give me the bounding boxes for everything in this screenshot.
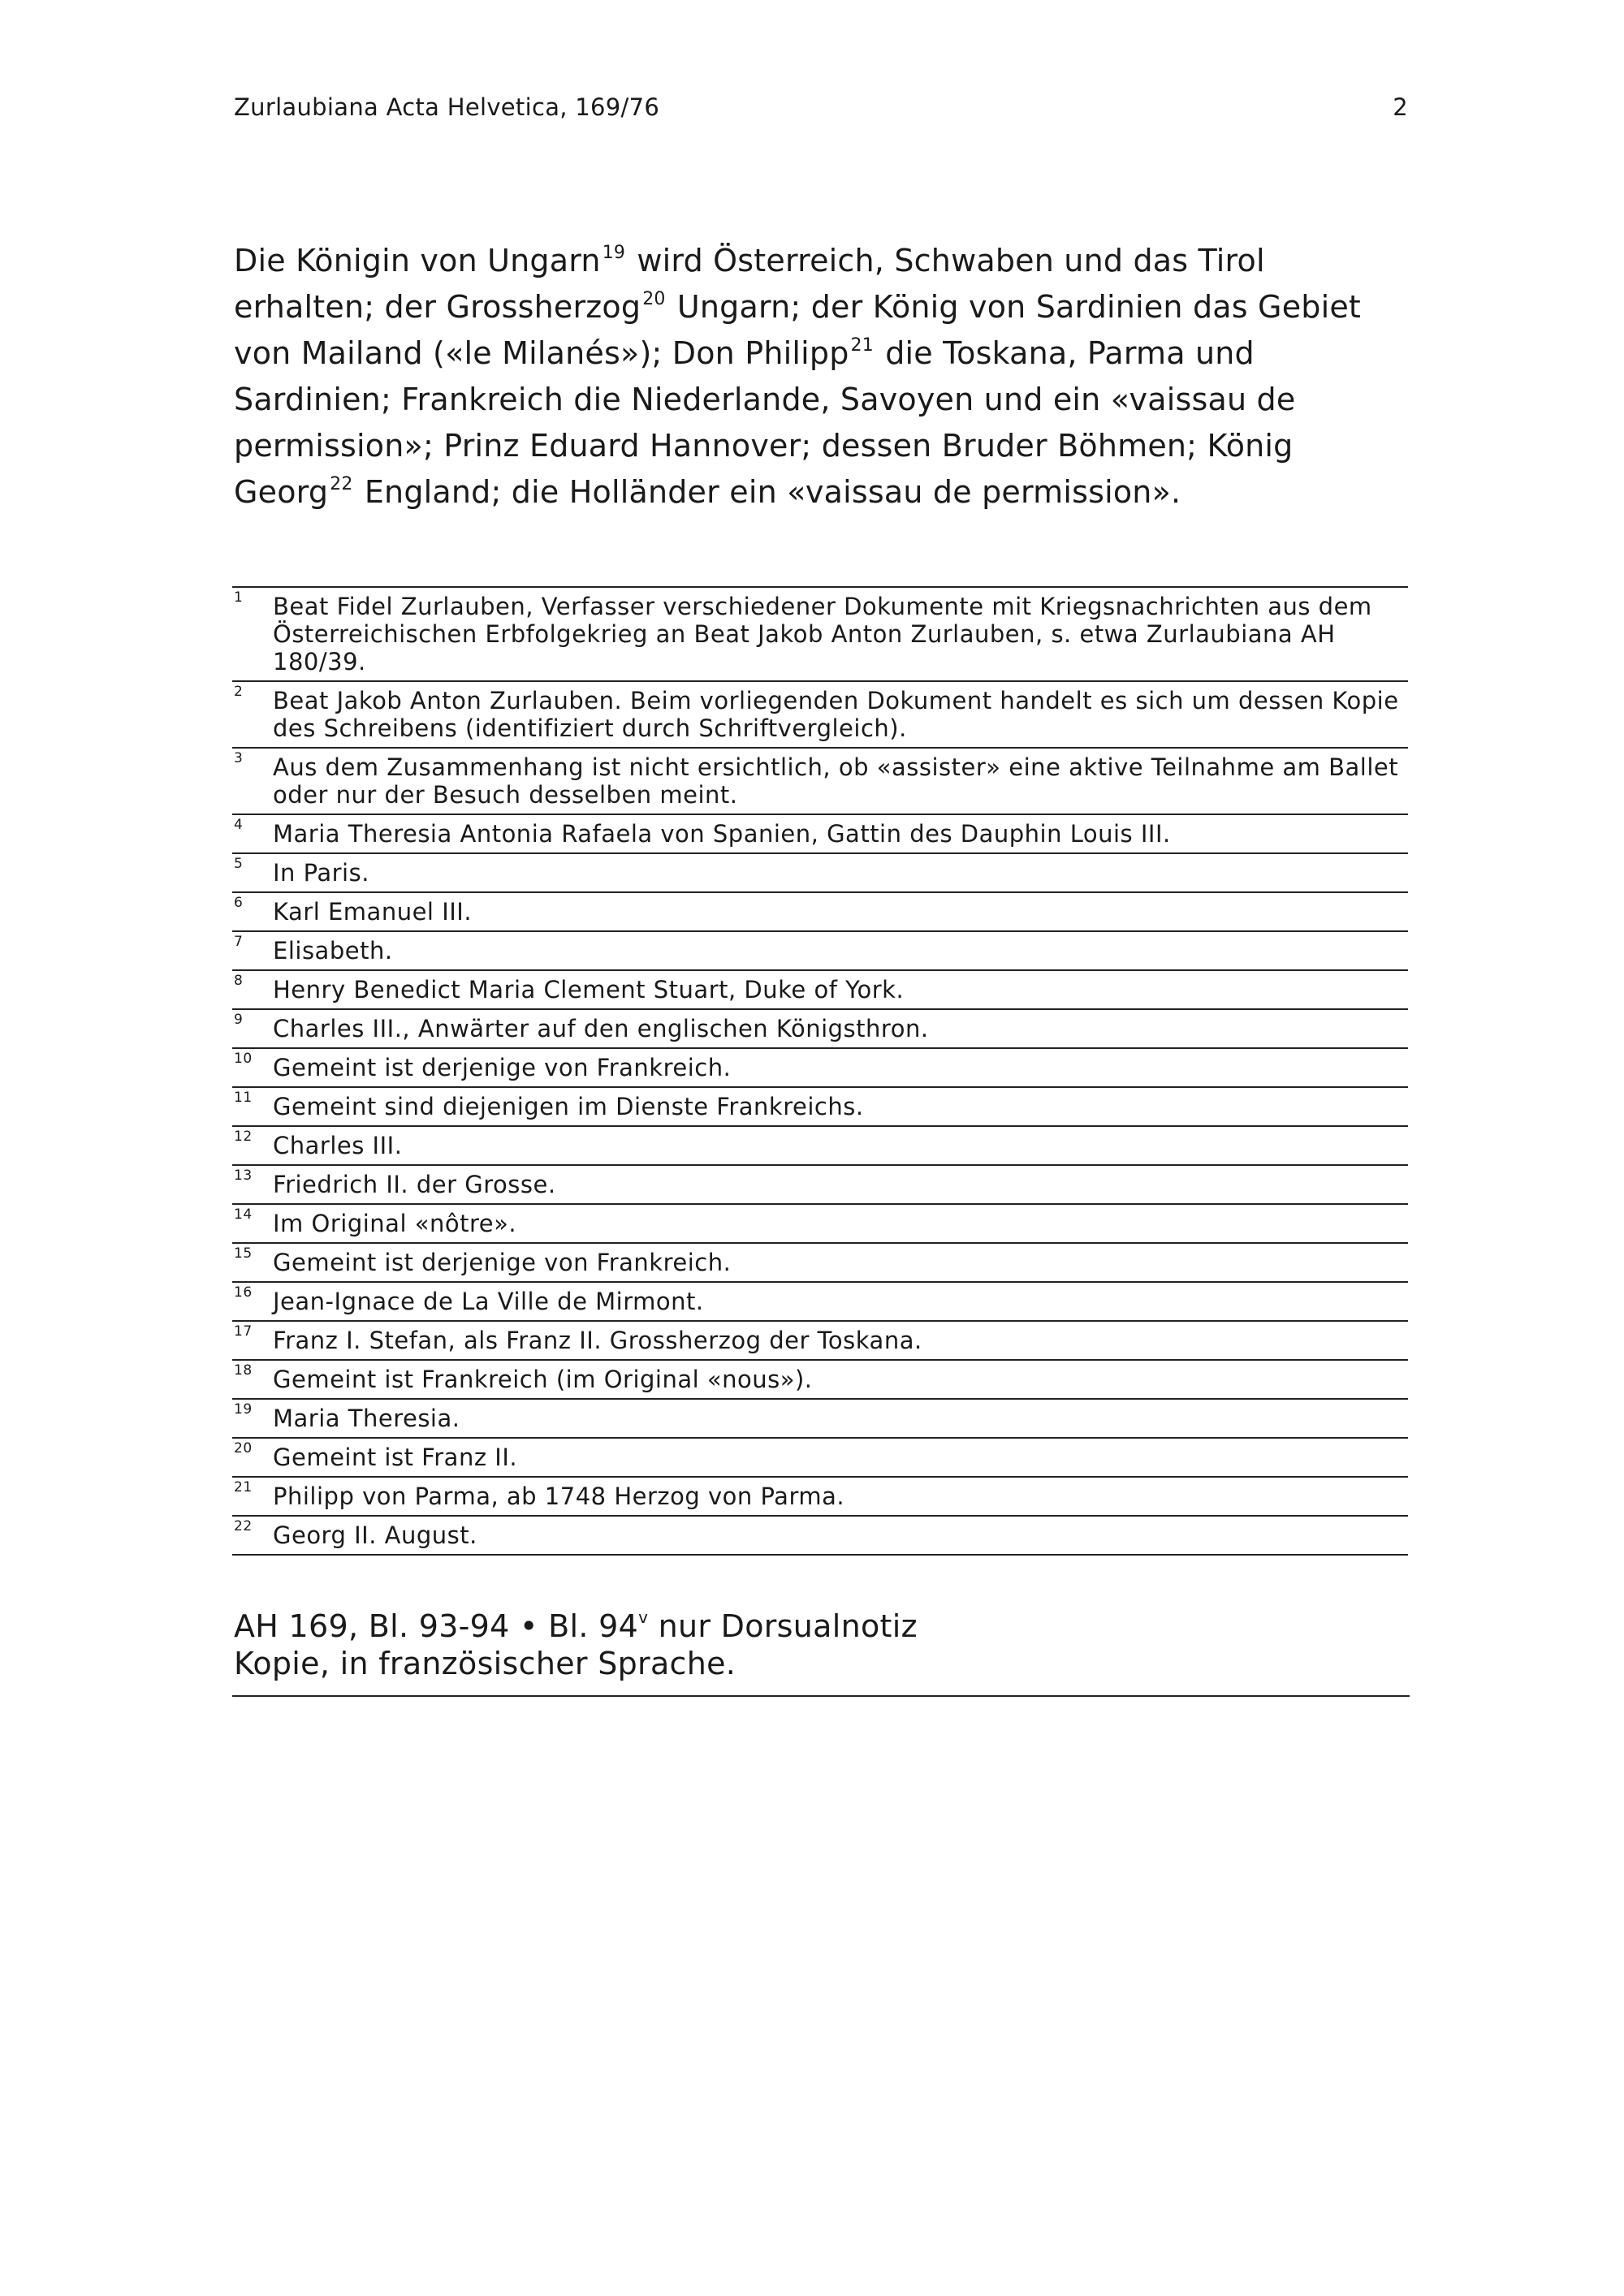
footnote [232, 1010, 1408, 1049]
main-text-segment: Ungarn; der König von Sardinien das Gebiet von Mailand («le Milanés»); Don Philipp [234, 289, 1362, 371]
source-dorsal-note: nur Dorsualnotiz [648, 1608, 918, 1644]
footnote-number: 10 [234, 1051, 253, 1067]
footnote-text: Charles III. [273, 1132, 403, 1159]
footnote [232, 1322, 1408, 1361]
footnote [232, 1049, 1408, 1088]
footnote-number: 7 [234, 934, 244, 950]
footnote [232, 1127, 1408, 1166]
footnote-text: Beat Fidel Zurlauben, Verfasser verschiedener Dokumente mit Kriegsnachrichten aus dem Österreichischen Erbfolgekrieg an Beat Jakob Anton Zurlauben, s. etwa Zurlaubiana AH 180/39. [273, 593, 1372, 675]
footnote-number: 17 [234, 1323, 253, 1340]
footnote [232, 588, 1408, 682]
footnote-text: Elisabeth. [273, 937, 393, 965]
footnote-text: Charles III., Anwärter auf den englischen Königsthron. [273, 1015, 929, 1042]
footnote-text: Philipp von Parma, ab 1748 Herzog von Parma. [273, 1482, 845, 1510]
footnote-text: Beat Jakob Anton Zurlauben. Beim vorliegenden Dokument handelt es sich um dessen Kopie des Schreibens (identifiziert durch Schriftvergleich). [273, 687, 1399, 742]
footnote-ref-21[interactable]: 21 [850, 334, 874, 356]
footnote-number: 19 [234, 1401, 253, 1418]
footnote-text: Friedrich II. der Grosse. [273, 1171, 556, 1198]
footnote-number: 18 [234, 1362, 253, 1379]
footnote-text: Maria Theresia. [273, 1405, 460, 1432]
footnote-text: Aus dem Zusammenhang ist nicht ersichtlich, ob «assister» eine aktive Teilnahme am Ballet oder nur der Besuch desselben meint. [273, 753, 1399, 809]
footnote-number: 5 [234, 856, 244, 872]
footnote-text: Georg II. August. [273, 1521, 477, 1549]
footnote-text: Karl Emanuel III. [273, 898, 473, 926]
main-text-segment: wird Österreich, Schwaben und das Tirol erhalten; der Grossherzog [234, 243, 1265, 325]
footnote-text: Im Original «nôtre». [273, 1210, 517, 1237]
footnote [232, 1400, 1408, 1439]
footnote [232, 1283, 1408, 1322]
footnote-text: Franz I. Stefan, als Franz II. Grossherzog der Toskana. [273, 1327, 922, 1354]
footnote-number: 13 [234, 1167, 253, 1184]
footnote-text: In Paris. [273, 859, 369, 887]
verso-mark: v [638, 1608, 649, 1627]
footnote-number: 2 [234, 684, 244, 700]
footnote-number: 14 [234, 1206, 253, 1223]
footnote [232, 1478, 1408, 1517]
footnote-text: Gemeint ist derjenige von Frankreich. [273, 1249, 732, 1276]
footnote-text: Henry Benedict Maria Clement Stuart, Duke of York. [273, 976, 905, 1003]
footnote-number: 16 [234, 1284, 253, 1301]
footnote [232, 1439, 1408, 1478]
page-number: 2 [1393, 93, 1408, 121]
footnote-text: Gemeint ist derjenige von Frankreich. [273, 1054, 732, 1081]
footnote [232, 893, 1408, 932]
source-note [232, 1599, 1410, 1697]
footnote-number: 22 [234, 1518, 253, 1534]
source-line-language: Kopie, in französischer Sprache. [234, 1646, 736, 1681]
footnote [232, 682, 1408, 749]
footnote-number: 9 [234, 1012, 244, 1028]
footnote-ref-22[interactable]: 22 [330, 473, 353, 494]
footnote [232, 749, 1408, 815]
footnote-number: 1 [234, 589, 244, 606]
main-paragraph [234, 238, 1411, 516]
footnotes-list [232, 586, 1408, 1556]
footnote-ref-19[interactable]: 19 [602, 242, 626, 263]
running-title: Zurlaubiana Acta Helvetica, 169/76 [234, 93, 660, 121]
footnote-text: Gemeint sind diejenigen im Dienste Frankreichs. [273, 1093, 864, 1120]
footnote [232, 1244, 1408, 1283]
footnote-text: Gemeint ist Frankreich (im Original «nous»). [273, 1366, 813, 1393]
footnote [232, 1517, 1408, 1556]
main-text-segment: Die Königin von Ungarn [234, 243, 601, 278]
footnote [232, 971, 1408, 1010]
footnote-text: Gemeint ist Franz II. [273, 1444, 518, 1471]
footnote [232, 1205, 1408, 1244]
main-text-segment: die Toskana, Parma und Sardinien; Frankreich die Niederlande, Savoyen und ein «vaissau de permission»; Prinz Eduard Hannover; dessen Bruder Böhmen; König Georg [234, 335, 1296, 510]
footnote-number: 11 [234, 1090, 253, 1106]
footnote-number: 12 [234, 1129, 253, 1145]
footnote-number: 6 [234, 895, 244, 911]
source-signature-text: AH 169, Bl. 93-94 • Bl. 94 [234, 1608, 639, 1644]
footnote-number: 20 [234, 1440, 253, 1457]
page-header [234, 93, 1408, 126]
footnote-text: Maria Theresia Antonia Rafaela von Spanien, Gattin des Dauphin Louis III. [273, 820, 1171, 848]
footnote [232, 1166, 1408, 1205]
main-text-segment: England; die Holländer ein «vaissau de permission». [354, 474, 1181, 510]
footnote-number: 8 [234, 973, 244, 989]
footnote-text: Jean-Ignace de La Ville de Mirmont. [273, 1288, 704, 1315]
footnote [232, 815, 1408, 854]
source-line-signature [234, 1608, 1410, 1645]
footnote-number: 21 [234, 1479, 253, 1495]
footnote-ref-20[interactable]: 20 [642, 288, 666, 309]
footnote [232, 854, 1408, 893]
footnote-number: 3 [234, 750, 244, 766]
footnote [232, 932, 1408, 971]
footnote [232, 1361, 1408, 1400]
footnote-number: 4 [234, 817, 244, 833]
footnote-number: 15 [234, 1245, 253, 1262]
footnote [232, 1088, 1408, 1127]
